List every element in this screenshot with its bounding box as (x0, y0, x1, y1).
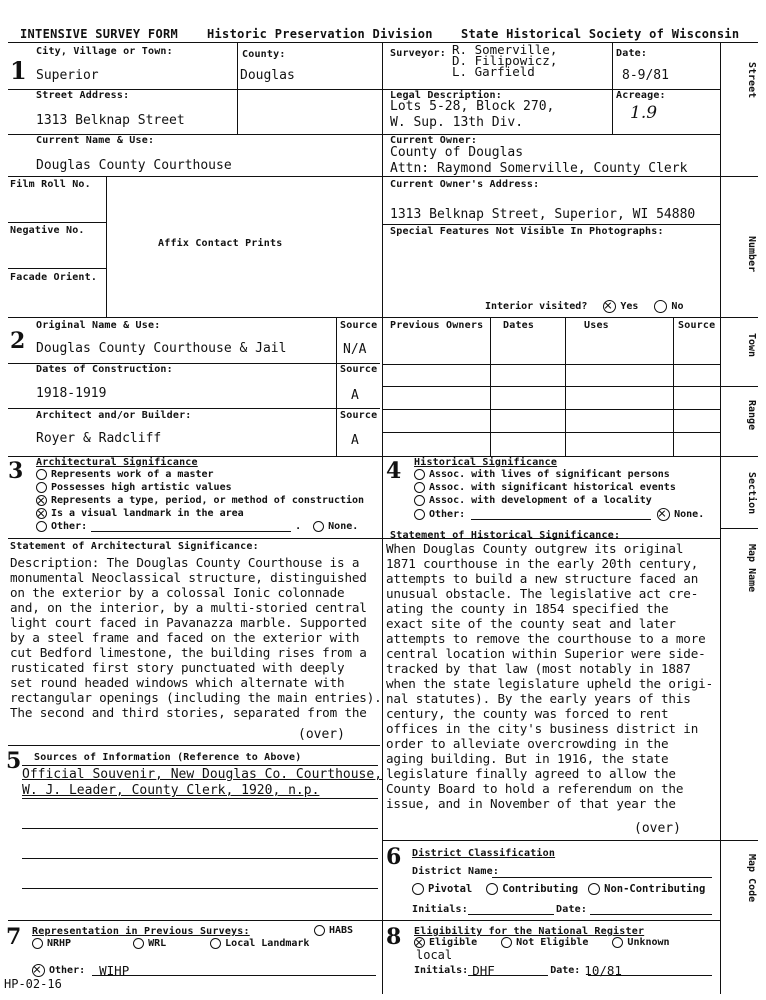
side-tab-town: Town (746, 333, 757, 358)
district-name-label: District Name: (412, 866, 500, 877)
source-label-2: Source (340, 364, 378, 375)
previous-owners-header: Previous Owners (390, 320, 484, 331)
unknown-radio[interactable] (612, 937, 623, 948)
source-column-header: Source (678, 320, 716, 331)
hist-statement-text[interactable]: When Douglas County outgrew its original 1871 courthouse in the early 20th century, attempts to build a new structure faced an unusual obstacle. The legislative act cre- ating the county in 1854 specified the exact site of the county seat and later attempts to remove the courthouse to a more central location within Superior were side- tracked by that law (most notably in 1887 when the state legislature upheld the origi- nal statutes). By the early years of this century, the county was forced to rent offices in the city's business district in order to alleviate overcrowding in the aging building. But in 1916, the state legislature finally agreed to allow the County Board to hold a referendum on the issue, and in November of that year the (386, 541, 714, 811)
other-survey-value[interactable]: WIHP (99, 963, 130, 978)
hist-option-events: Assoc. with significant historical events (414, 482, 676, 493)
form-title: INTENSIVE SURVEY FORM (20, 27, 179, 41)
special-features-label: Special Features Not Visible In Photographs: (390, 226, 664, 237)
acreage-value[interactable]: 1.9 (630, 103, 658, 123)
arch-statement-text[interactable]: Description: The Douglas County Courthouse is a monumental Neoclassical structure, distinguished on the exterior by a colossal Ionic colonnade and, on the interior, by a multi-storied central light court faced in Pavanazza marble. Supported by a steel frame and faced on the exterior with cut Bedford limestone, the building rises from a rusticated first story punctuated with deeply set round headed windows which alternate with rectangular openings (including the main entries). The second and third stories, separated from the (10, 555, 382, 720)
arch-none-radio[interactable] (313, 521, 324, 532)
other-survey-radio[interactable] (32, 964, 45, 977)
hist-other-radio[interactable] (414, 509, 425, 520)
surveyor-label: Surveyor: (390, 48, 446, 59)
section-number-8: 8 (386, 924, 402, 950)
hist-option-locality: Assoc. with development of a locality (414, 495, 652, 506)
dates-column-header: Dates (503, 320, 535, 331)
section-number-7: 7 (6, 924, 22, 950)
interior-yes-radio[interactable] (603, 300, 616, 313)
dates-construction-value[interactable]: 1918-1919 (36, 386, 107, 401)
arch-option-other: Other: . None. (36, 521, 358, 532)
hist-events-radio[interactable] (414, 482, 425, 493)
eligible-note: local (416, 948, 453, 962)
side-tab-section: Section (746, 472, 757, 515)
eligibility-options: Eligible Not Eligible Unknown (414, 937, 670, 948)
district-initials-label: Initials: (412, 904, 468, 915)
side-tab-map-name: Map Name (746, 544, 757, 593)
wrl-radio[interactable] (133, 938, 144, 949)
hist-significance-title: Historical Significance (414, 457, 558, 468)
not-eligible-radio[interactable] (501, 937, 512, 948)
arch-option-master: Represents work of a master (36, 469, 214, 480)
hist-other-line[interactable] (471, 510, 651, 520)
current-name-value[interactable]: Douglas County Courthouse (36, 158, 232, 173)
district-name-line[interactable] (492, 877, 712, 878)
architect-value[interactable]: Royer & Radcliff (36, 431, 162, 446)
sources-line-2[interactable]: W. J. Leader, County Clerk, 1920, n.p. (22, 783, 320, 798)
form-code: HP-02-16 (4, 977, 62, 991)
interior-no-label: No (671, 301, 684, 312)
arch-over-label: (over) (298, 727, 345, 742)
interior-no-radio[interactable] (654, 300, 667, 313)
source-label-3: Source (340, 410, 378, 421)
interior-visited (485, 300, 683, 313)
affix-prints-label: Affix Contact Prints (158, 238, 283, 249)
hist-statement-label: Statement of Historical Significance: (390, 530, 621, 541)
current-owner-value[interactable]: County of Douglas Attn: Raymond Somerville, County Clerk (390, 145, 688, 176)
facade-orient-label: Facade Orient. (10, 272, 98, 283)
non-contributing-radio[interactable] (588, 883, 600, 895)
contributing-radio[interactable] (486, 883, 498, 895)
date-value[interactable]: 8-9/81 (622, 68, 669, 83)
eligibility-initials-value[interactable]: DHF (472, 963, 495, 978)
arch-option-landmark: Is a visual landmark in the area (36, 508, 244, 519)
hist-option-persons: Assoc. with lives of significant persons (414, 469, 670, 480)
county-value[interactable]: Douglas (240, 68, 295, 83)
sources-title: Sources of Information (Reference to Above) (34, 752, 302, 763)
hist-over-label: (over) (634, 821, 681, 836)
arch-option-type: Represents a type, period, or method of construction (36, 495, 364, 506)
original-name-value[interactable]: Douglas County Courthouse & Jail (36, 341, 287, 356)
side-tab-street: Street (746, 62, 757, 99)
owner-address-value[interactable]: 1313 Belknap Street, Superior, WI 54880 (390, 207, 696, 222)
section-number-4: 4 (386, 458, 402, 484)
side-tab-number: Number (746, 236, 757, 273)
current-owner-label: Current Owner: (390, 135, 478, 146)
county-label: County: (242, 49, 286, 60)
architect-label: Architect and/or Builder: (36, 410, 192, 421)
pivotal-radio[interactable] (412, 883, 424, 895)
society-name: State Historical Society of Wisconsin (461, 27, 740, 41)
hist-locality-radio[interactable] (414, 495, 425, 506)
hist-persons-radio[interactable] (414, 469, 425, 480)
arch-other-line[interactable] (91, 522, 291, 532)
eligibility-initials: Initials: DHF Date: 10/81 (414, 963, 622, 978)
eligible-radio[interactable] (414, 937, 425, 948)
sources-line-1[interactable]: Official Souvenir, New Douglas Co. Courthouse, (22, 767, 383, 782)
section-number-6: 6 (386, 844, 402, 870)
uses-column-header: Uses (584, 320, 609, 331)
interior-visited-label: Interior visited? (485, 301, 588, 312)
acreage-label: Acreage: (616, 90, 666, 101)
legal-value[interactable]: Lots 5-28, Block 270, W. Sup. 13th Div. (390, 99, 555, 130)
arch-significance-title: Architectural Significance (36, 457, 198, 468)
source-label-1: Source (340, 320, 378, 331)
arch-type-radio[interactable] (36, 495, 47, 506)
hist-none-radio[interactable] (657, 508, 670, 521)
dates-construction-label: Dates of Construction: (36, 364, 173, 375)
district-initials-line[interactable] (468, 914, 554, 915)
legal-label: Legal Description: (390, 90, 502, 101)
original-name-source[interactable]: N/A (343, 342, 367, 357)
side-tab-range: Range (746, 400, 757, 431)
arch-artistic-radio[interactable] (36, 482, 47, 493)
district-date-label: Date: (556, 904, 588, 915)
current-name-label: Current Name & Use: (36, 135, 155, 146)
prev-surveys-other: Other: WIHP (32, 963, 129, 978)
arch-statement-label: Statement of Architectural Significance: (10, 541, 259, 552)
film-roll-label: Film Roll No. (10, 179, 91, 190)
dates-source[interactable]: A (351, 388, 359, 403)
interior-yes-label: Yes (620, 301, 639, 312)
hist-option-other: Other: None. (414, 508, 704, 521)
habs-radio[interactable] (314, 925, 325, 936)
habs-option: HABS (314, 925, 353, 936)
section-number-2: 2 (10, 328, 26, 354)
architect-source[interactable]: A (351, 433, 359, 448)
side-tab-map-code: Map Code (746, 854, 757, 903)
local-landmark-radio[interactable] (210, 938, 221, 949)
street-value[interactable]: 1313 Belknap Street (36, 113, 185, 128)
district-date-line[interactable] (590, 914, 712, 915)
surveyor-value[interactable]: R. Somerville, D. Filipowicz, L. Garfield (452, 42, 558, 79)
district-options: Pivotal Contributing Non-Contributing (412, 883, 705, 895)
owner-address-label: Current Owner's Address: (390, 179, 540, 190)
arch-option-artistic: Possesses high artistic values (36, 482, 232, 493)
section-number-5: 5 (6, 748, 22, 774)
prev-surveys-title: Representation in Previous Surveys: (32, 926, 250, 937)
eligibility-title: Eligibility for the National Register (414, 926, 645, 937)
arch-other-radio[interactable] (36, 521, 47, 532)
city-label: City, Village or Town: (36, 46, 173, 57)
section-number-3: 3 (8, 458, 24, 484)
nrhp-radio[interactable] (32, 938, 43, 949)
district-class-title: District Classification (412, 848, 556, 859)
negative-label: Negative No. (10, 225, 85, 236)
original-name-label: Original Name & Use: (36, 320, 161, 331)
date-label: Date: (616, 48, 648, 59)
eligibility-date-value[interactable]: 10/81 (584, 963, 622, 978)
city-value[interactable]: Superior (36, 68, 99, 83)
section-number-1: 1 (10, 56, 27, 85)
division-name: Historic Preservation Division (207, 27, 433, 41)
arch-landmark-radio[interactable] (36, 508, 47, 519)
prev-surveys-options: NRHP WRL Local Landmark (32, 938, 309, 949)
street-label: Street Address: (36, 90, 130, 101)
arch-master-radio[interactable] (36, 469, 47, 480)
